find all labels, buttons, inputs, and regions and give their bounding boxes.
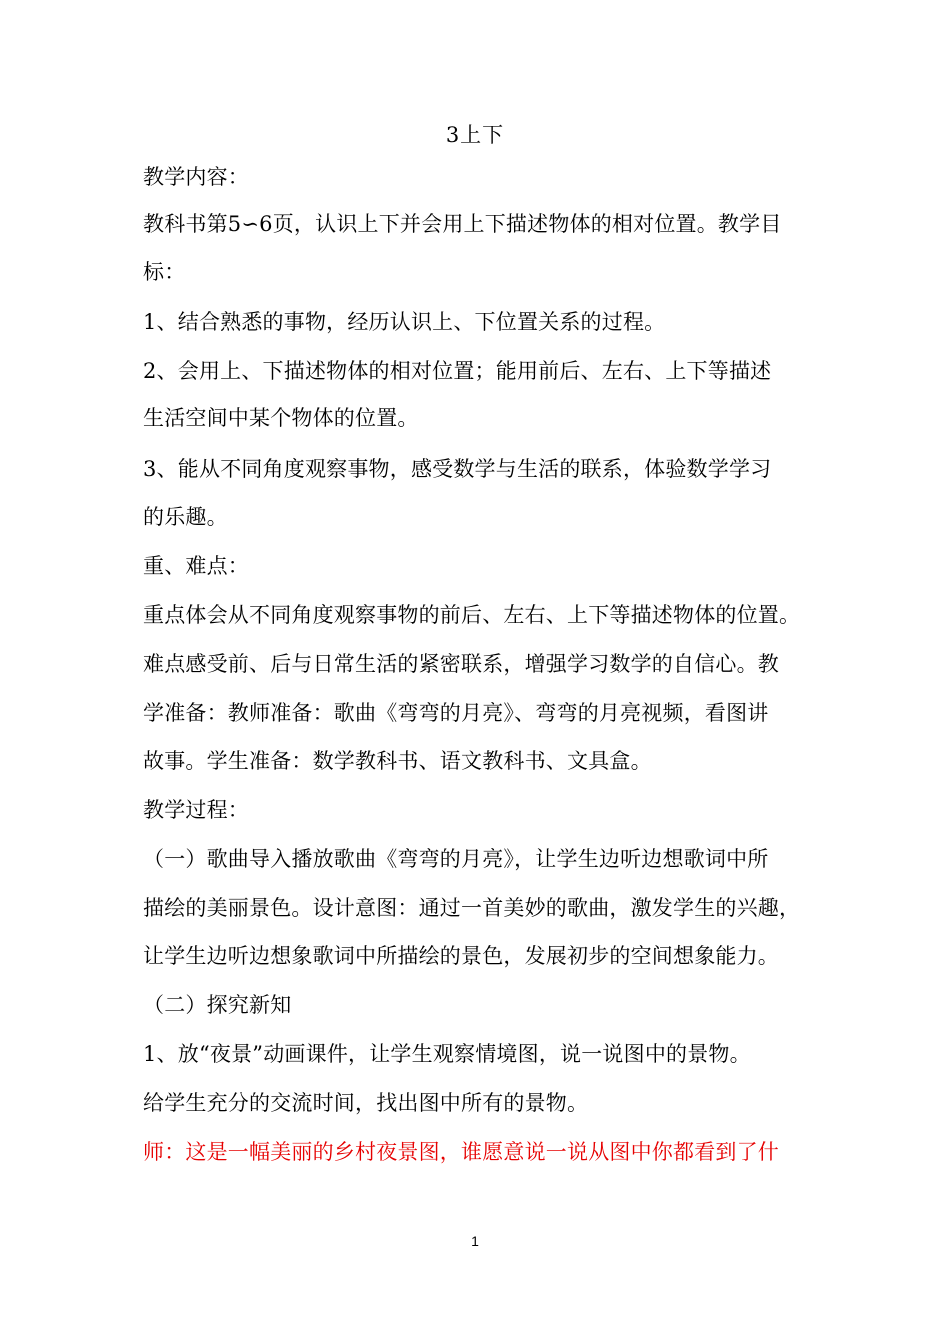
- text-line-10: 重点体会从不同角度观察事物的前后、左右、上下等描述物体的位置。: [143, 603, 801, 627]
- text-line-2: 教科书第5∽6页，认识上下并会用上下描述物体的相对位置。教学目: [143, 212, 782, 236]
- text-line-9: 重、难点：: [143, 554, 249, 578]
- text-line-17: 让学生边听边想象歌词中所描绘的景色，发展初步的空间想象能力。: [143, 944, 779, 968]
- text-line-3: 标：: [143, 260, 186, 284]
- text-line-7: 3、能从不同角度观察事物，感受数学与生活的联系，体验数学学习: [143, 457, 772, 481]
- text-line-14: 教学过程：: [143, 798, 249, 822]
- page-number: 1: [471, 1233, 479, 1249]
- text-line-16: 描绘的美丽景色。设计意图：通过一首美妙的歌曲，激发学生的兴趣，: [143, 896, 801, 920]
- text-line-15: （一）歌曲导入播放歌曲《弯弯的月亮》，让学生边听边想歌词中所: [143, 847, 769, 871]
- text-line-20: 给学生充分的交流时间，找出图中所有的景物。: [143, 1091, 589, 1115]
- text-line-12: 学准备：教师准备：歌曲《弯弯的月亮》、弯弯的月亮视频，看图讲: [143, 701, 769, 725]
- text-line-19: 1、放“夜景”动画课件，让学生观察情境图，说一说图中的景物。: [143, 1042, 751, 1066]
- text-line-5: 2、会用上、下描述物体的相对位置；能用前后、左右、上下等描述: [143, 359, 772, 383]
- text-line-6: 生活空间中某个物体的位置。: [143, 406, 419, 430]
- text-line-18: （二）探究新知: [143, 993, 292, 1017]
- teacher-dialogue-line: 师：这是一幅美丽的乡村夜景图，谁愿意说一说从图中你都看到了什: [143, 1140, 779, 1164]
- text-line-11: 难点感受前、后与日常生活的紧密联系，增强学习数学的自信心。教: [143, 652, 779, 676]
- text-line-8: 的乐趣。: [143, 505, 228, 529]
- text-line-13: 故事。学生准备：数学教科书、语文教科书、文具盒。: [143, 749, 652, 773]
- document-title: 3上下: [445, 123, 505, 147]
- text-line-4: 1、结合熟悉的事物，经历认识上、下位置关系的过程。: [143, 310, 666, 334]
- text-line-1: 教学内容：: [143, 165, 249, 189]
